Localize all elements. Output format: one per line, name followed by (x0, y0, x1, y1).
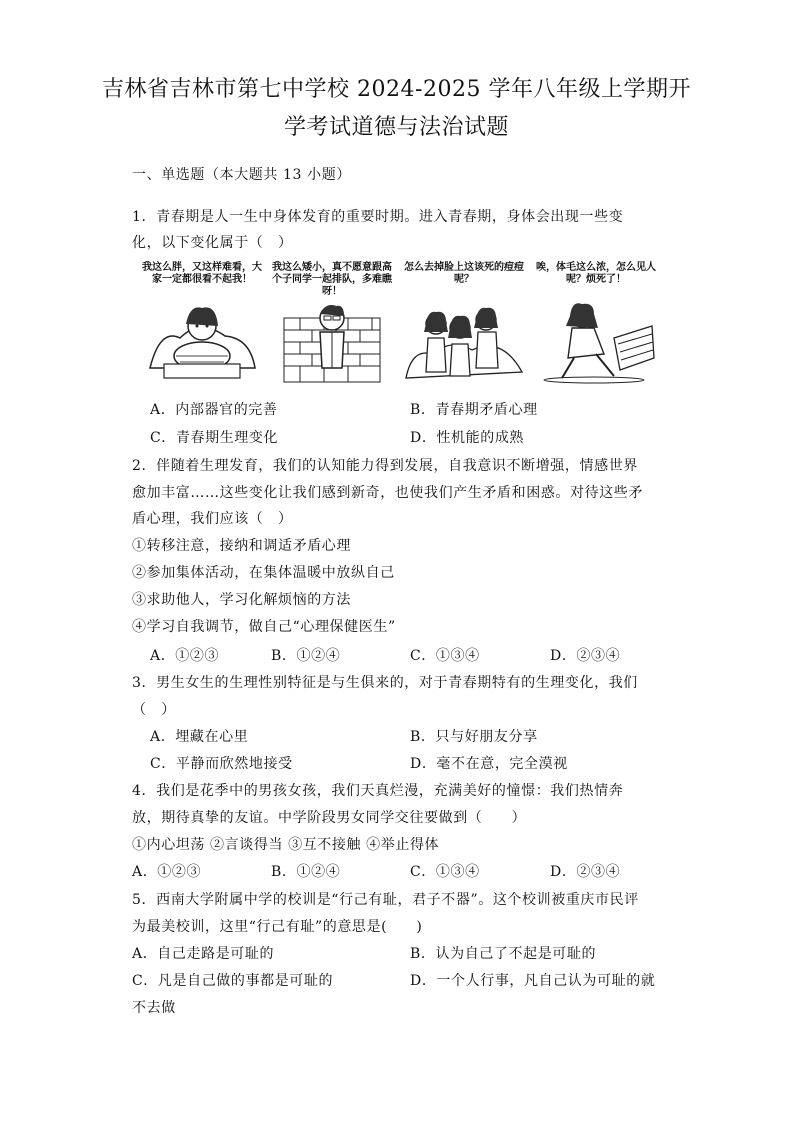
comic-girl-sitting-icon (140, 298, 264, 384)
q2-statement-4: ④学习自我调节，做自己“心理保健医生” (132, 619, 396, 635)
comic-panel-1 (140, 262, 264, 384)
comic-boy-at-wall-icon (270, 298, 394, 384)
q1-option-a[interactable]: A．内部器官的完善 (150, 402, 278, 418)
q5-option-c[interactable]: C．凡是自己做的事都是可耻的 (132, 973, 334, 989)
q5-stem-line1: 5．西南大学附属中学的校训是“行己有耻，君子不器”。这个校训被重庆市民评 (132, 892, 639, 908)
q4-option-a[interactable]: A．①②③ (132, 864, 202, 880)
comic-caption-3: 怎么去掉脸上这该死的痘痘呢？ (404, 262, 524, 285)
q1-stem-line1: 1．青春期是人一生中身体发育的重要时期。进入青春期，身体会出现一些变 (132, 209, 624, 225)
q5-option-d-continued: 不去做 (132, 1000, 176, 1016)
q5-option-a[interactable]: A．自己走路是可耻的 (132, 946, 275, 962)
q4-stem-line1: 4．我们是花季中的男孩女孩，我们天真烂漫，充满美好的憧憬：我们热情奔 (132, 783, 624, 799)
q3-stem-line1: 3．男生女生的生理性别特征是与生俱来的，对于青春期特有的生理变化，我们 (132, 675, 638, 691)
comic-girl-on-bench-icon (534, 298, 658, 384)
comic-caption-1: 我这么胖，又这样难看，大家一定都很看不起我！ (142, 262, 262, 285)
q3-option-c[interactable]: C．平静而欣然地接受 (150, 756, 293, 772)
q2-option-a[interactable]: A．①②③ (150, 648, 220, 664)
q1-stem-line2: 化，以下变化属于（ ） (132, 235, 293, 251)
q3-stem-line2: （ ） (132, 702, 176, 718)
q2-option-c[interactable]: C．①③④ (410, 648, 480, 664)
section-heading: 一、单选题（本大题共 13 小题） (132, 167, 351, 183)
q4-statements: ①内心坦荡 ②言谈得当 ③互不接触 ④举止得体 (132, 837, 440, 853)
comic-three-girls-icon (402, 298, 526, 384)
q2-option-b[interactable]: B．①②④ (271, 648, 341, 664)
comic-panel-3 (402, 262, 526, 384)
q2-statement-2: ②参加集体活动，在集体温暖中放纵自己 (132, 565, 395, 581)
q1-option-b[interactable]: B．青春期矛盾心理 (410, 402, 538, 418)
q3-option-d[interactable]: D．毫不在意，完全漠视 (410, 756, 568, 772)
q1-comic-strip (140, 262, 660, 384)
q1-option-c[interactable]: C．青春期生理变化 (150, 430, 279, 446)
q4-stem-line2: 放，期待真挚的友谊。中学阶段男女同学交往要做到（ ） (132, 810, 527, 826)
q2-stem-line3: 盾心理，我们应该（ ） (132, 511, 293, 527)
q1-option-d[interactable]: D．性机能的成熟 (410, 430, 525, 446)
exam-title-line1: 吉林省吉林市第七中学校 2024-2025 学年八年级上学期开 (102, 77, 691, 102)
q5-option-d[interactable]: D．一个人行事，凡自己认为可耻的就 (410, 973, 656, 989)
exam-title-line2: 学考试道德与法治试题 (283, 115, 509, 140)
comic-caption-4: 唉，体毛这么浓，怎么见人呢？烦死了！ (536, 262, 656, 285)
q4-option-d[interactable]: D．②③④ (550, 864, 621, 880)
q5-option-b[interactable]: B．认为自己了不起是可耻的 (410, 946, 597, 962)
q2-stem-line1: 2．伴随着生理发育，我们的认知能力得到发展，自我意识不断增强，情感世界 (132, 458, 638, 474)
q3-option-b[interactable]: B．只与好朋友分享 (410, 729, 538, 745)
comic-panel-2 (270, 262, 394, 384)
q2-statement-1: ①转移注意，接纳和调适矛盾心理 (132, 538, 351, 554)
q2-stem-line2: 愈加丰富……这些变化让我们感到新奇，也使我们产生矛盾和困惑。对待这些矛 (132, 485, 643, 501)
q5-stem-line2: 为最美校训，这里“行己有耻”的意思是( ) (132, 919, 423, 935)
q4-option-c[interactable]: C．①③④ (410, 864, 480, 880)
comic-caption-2: 我这么矮小，真不愿意跟高个子同学一起排队，多难瞧呀！ (272, 262, 392, 297)
q4-option-b[interactable]: B．①②④ (271, 864, 341, 880)
comic-panel-4 (534, 262, 658, 384)
q2-statement-3: ③求助他人，学习化解烦恼的方法 (132, 592, 351, 608)
q2-option-d[interactable]: D．②③④ (550, 648, 621, 664)
q3-option-a[interactable]: A．埋藏在心里 (150, 729, 249, 745)
